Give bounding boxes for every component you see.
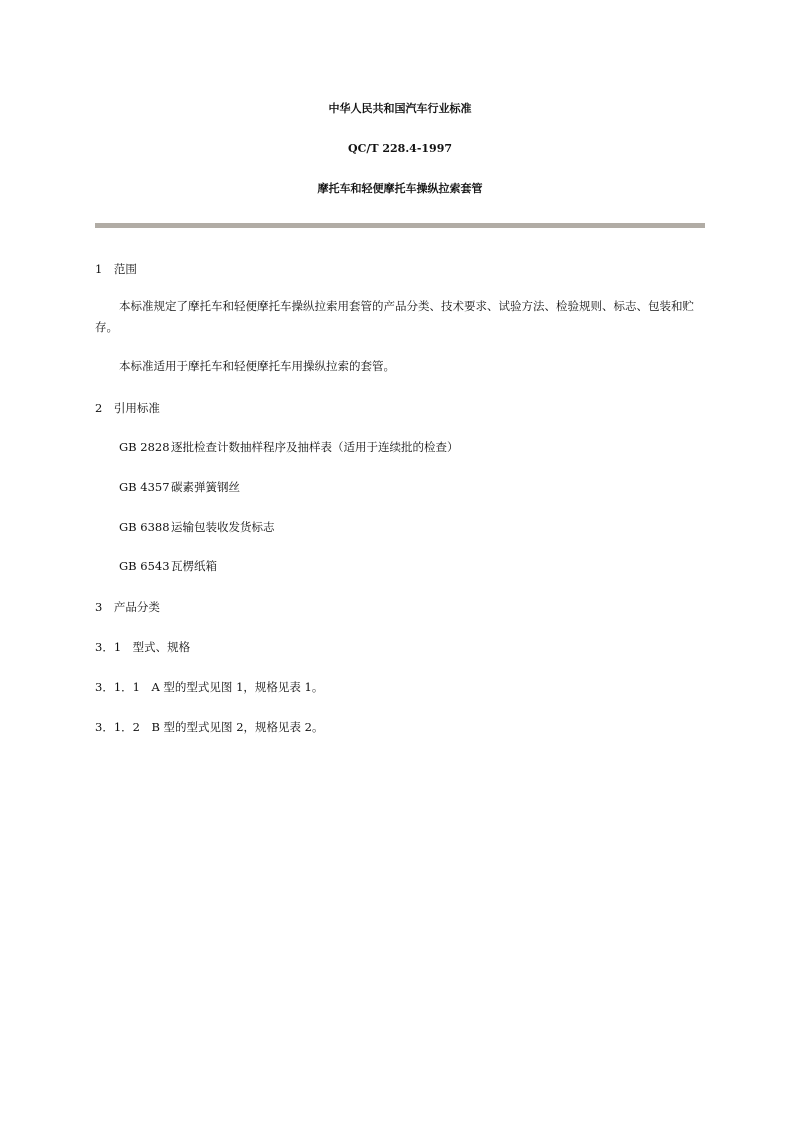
reference-item xyxy=(119,558,217,574)
reference-title: 瓦楞纸箱 xyxy=(171,559,217,573)
section-3-1-1-text: 3．1．1 A 型的型式见图 1，规格见表 1。 xyxy=(95,680,324,694)
section-3-1-2-text: 3．1．2 B 型的型式见图 2，规格见表 2。 xyxy=(95,720,324,734)
section-2-heading: 2 引用标准 xyxy=(95,401,160,415)
reference-title: 运输包装收发货标志 xyxy=(171,520,275,534)
section-3-heading: 3 产品分类 xyxy=(95,600,160,614)
section-3-1-heading: 3．1 型式、规格 xyxy=(95,640,191,654)
section-1-heading: 1 范围 xyxy=(95,262,137,276)
reference-code: GB 6388 xyxy=(119,520,170,534)
standard-body-heading: 中华人民共和国汽车行业标准 xyxy=(328,102,472,115)
reference-item xyxy=(119,479,240,495)
reference-code: GB 2828 xyxy=(119,440,170,454)
reference-title: 逐批检查计数抽样程序及抽样表（适用于连续批的检查） xyxy=(171,440,459,454)
reference-item xyxy=(119,519,275,535)
section-1-paragraph-1-text: 本标准规定了摩托车和轻便摩托车操纵拉索用套管的产品分类、技术要求、试验方法、检验规则、标志、包装和贮存。 xyxy=(95,299,694,334)
document-title: 摩托车和轻便摩托车操纵拉索套管 xyxy=(317,182,483,195)
reference-title: 碳素弹簧钢丝 xyxy=(171,480,240,494)
reference-item xyxy=(119,439,459,455)
section-1-paragraph-2: 本标准适用于摩托车和轻便摩托车用操纵拉索的套管。 xyxy=(119,359,395,373)
reference-code: GB 6543 xyxy=(119,559,170,573)
standard-code: QC/T 228.4-1997 xyxy=(348,142,452,155)
reference-code: GB 4357 xyxy=(119,480,170,494)
section-1-paragraph-1 xyxy=(95,296,705,338)
header-divider xyxy=(95,223,705,228)
